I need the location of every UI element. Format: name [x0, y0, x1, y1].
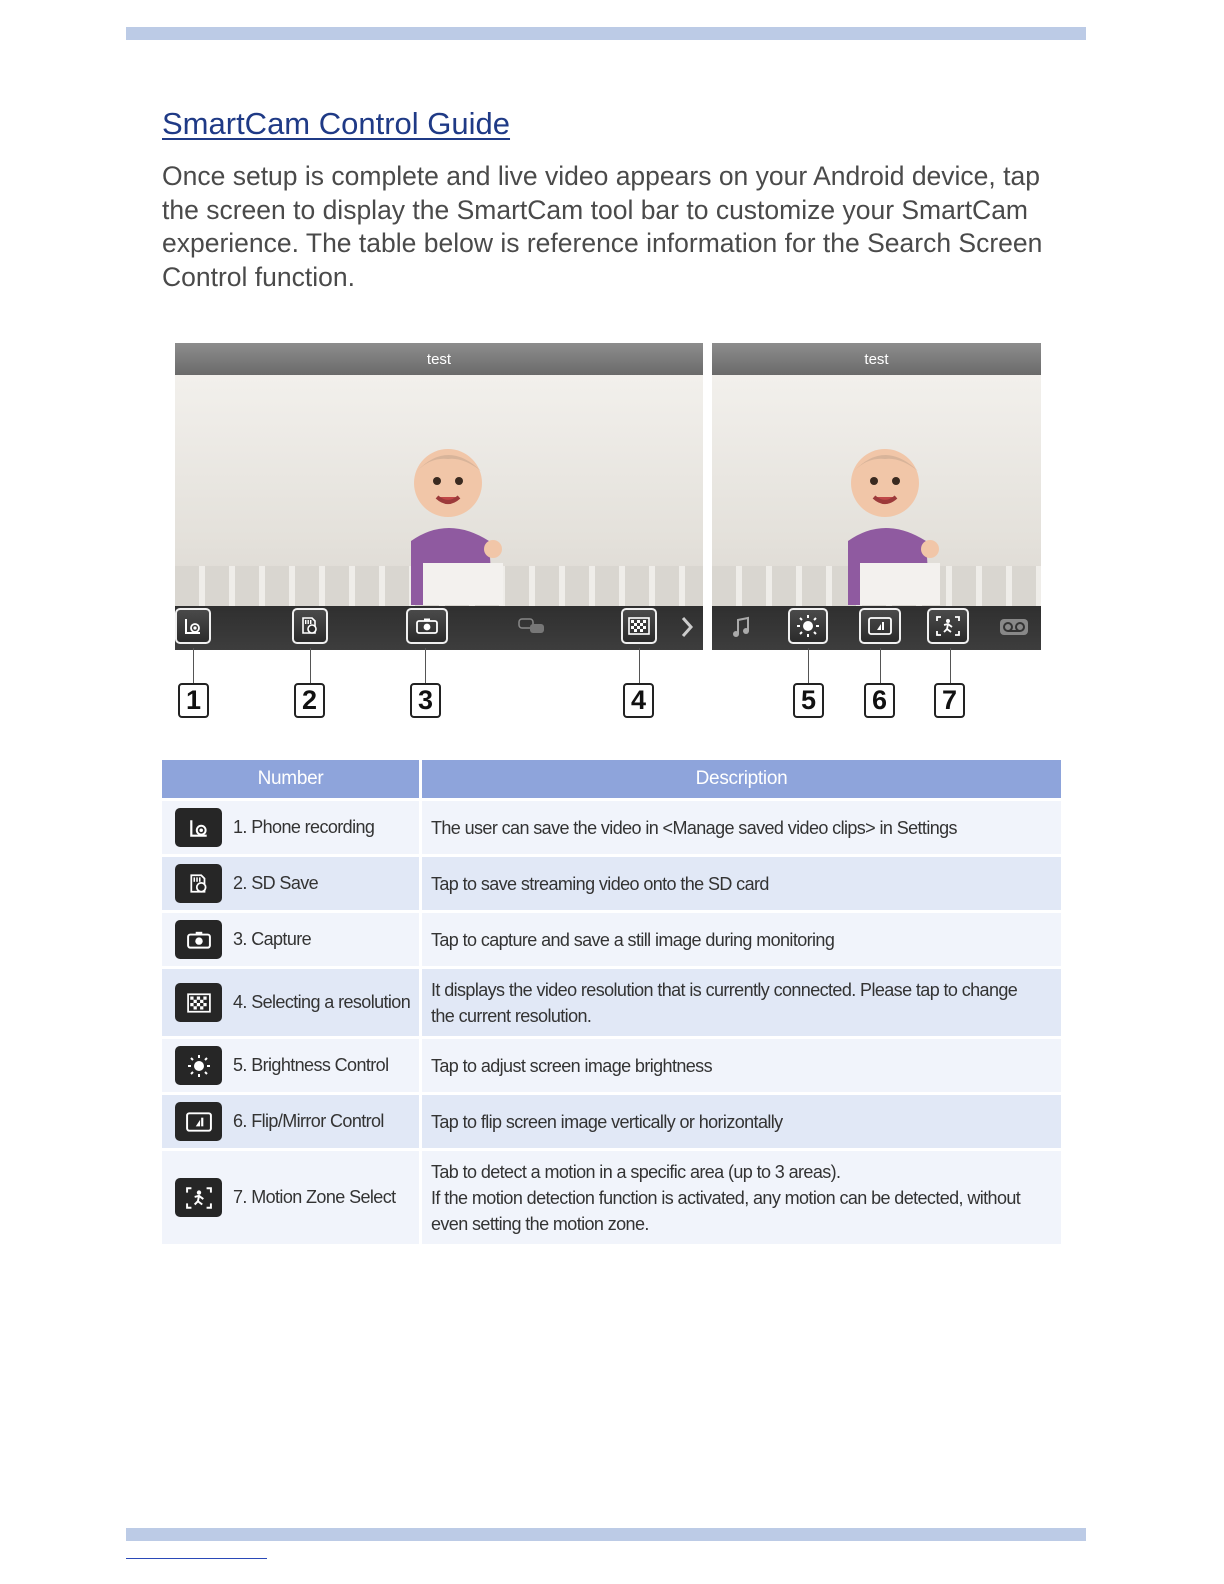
- sd-save-icon: [175, 864, 222, 903]
- column-header-description: Description: [422, 760, 1061, 798]
- baby-image: [393, 445, 513, 605]
- top-band: [126, 27, 1086, 40]
- callout-leader: [639, 648, 640, 683]
- callout-number: 5: [793, 683, 824, 718]
- callout-leader: [310, 648, 311, 683]
- chevron-right-icon: [680, 616, 694, 638]
- sd-save-icon: [300, 616, 320, 636]
- phone-recording-icon: [183, 617, 203, 635]
- column-header-number: Number: [162, 760, 422, 798]
- row-number-label: 7. Motion Zone Select: [233, 1187, 396, 1207]
- flip-mirror-button[interactable]: [859, 608, 901, 644]
- table-row: [162, 966, 1061, 1036]
- right-screen-title: test: [712, 343, 1041, 375]
- row-description: Tap to adjust screen image brightness: [422, 1036, 1061, 1092]
- resolution-button[interactable]: [621, 608, 657, 644]
- right-screen-screenshot: [712, 343, 1041, 650]
- row-description: Tap to flip screen image vertically or horizontally: [422, 1092, 1061, 1148]
- row-description: Tab to detect a motion in a specific area (up to 3 areas). If the motion detection function is activated, any motion can be detected, without even setting the motion zone.: [422, 1148, 1061, 1244]
- voicemail-button[interactable]: [997, 614, 1031, 640]
- brightness-icon: [797, 615, 819, 637]
- row-description: Tap to capture and save a still image during monitoring: [422, 910, 1061, 966]
- flip-mirror-icon: [868, 617, 892, 635]
- intro-paragraph: Once setup is complete and live video appears on your Android device, tap the screen to display the SmartCam tool bar to customize your SmartCam experience. The table below is reference information for the Search Screen Control function.: [162, 161, 1043, 292]
- camera-capture-icon: [416, 618, 438, 634]
- camera-capture-icon: [175, 920, 222, 959]
- table-header-row: [162, 760, 1061, 798]
- table-row: [162, 910, 1061, 966]
- callout-leader: [880, 648, 881, 683]
- row-description: It displays the video resolution that is currently connected. Please tap to change the current resolution.: [422, 966, 1061, 1036]
- voicemail-icon: [999, 617, 1029, 637]
- row-description: The user can save the video in <Manage saved video clips> in Settings: [422, 798, 1061, 854]
- row-number-label: 2. SD Save: [233, 873, 319, 893]
- row-description: Tap to save streaming video onto the SD card: [422, 854, 1061, 910]
- callout-number: 2: [294, 683, 325, 718]
- next-toolbar-button[interactable]: [675, 614, 699, 640]
- phone-recording-icon: [175, 808, 222, 847]
- callout-number: 4: [623, 683, 654, 718]
- lullaby-button[interactable]: [726, 614, 756, 640]
- callout-number: 3: [410, 683, 441, 718]
- callout-leader: [193, 648, 194, 683]
- table-row: [162, 854, 1061, 910]
- control-reference-table: [162, 760, 1061, 1244]
- phone-recording-button[interactable]: [175, 608, 211, 644]
- motion-zone-button[interactable]: [927, 608, 969, 644]
- row-number-label: 3. Capture: [233, 929, 312, 949]
- table-row: [162, 1036, 1061, 1092]
- chat-bubbles-icon: [518, 617, 548, 637]
- row-number-label: 4. Selecting a resolution: [233, 992, 411, 1012]
- callout-leader: [425, 648, 426, 683]
- footer-rule: [126, 1558, 267, 1559]
- sd-save-button[interactable]: [292, 608, 328, 644]
- left-screen-screenshot: [175, 343, 703, 650]
- row-number-label: 6. Flip/Mirror Control: [233, 1111, 384, 1131]
- motion-zone-icon: [175, 1178, 222, 1217]
- music-note-icon: [731, 616, 751, 638]
- right-toolbar: [712, 606, 1041, 650]
- row-number-label: 1. Phone recording: [233, 817, 375, 837]
- callout-number: 7: [934, 683, 965, 718]
- brightness-button[interactable]: [788, 608, 828, 644]
- live-video-scene: [175, 375, 703, 606]
- left-screen-title: test: [175, 343, 703, 375]
- live-video-scene: [712, 375, 1041, 606]
- brightness-icon: [175, 1046, 222, 1085]
- row-number-label: 5. Brightness Control: [233, 1055, 389, 1075]
- bottom-band: [126, 1528, 1086, 1541]
- table-row: [162, 798, 1061, 854]
- resolution-icon: [628, 617, 650, 635]
- callout-number: 1: [178, 683, 209, 718]
- baby-image: [830, 445, 950, 605]
- motion-zone-icon: [936, 616, 960, 636]
- flip-mirror-icon: [175, 1102, 222, 1141]
- callout-leader: [808, 648, 809, 683]
- table-row: [162, 1092, 1061, 1148]
- callout-leader: [950, 648, 951, 683]
- resolution-icon: [175, 983, 222, 1022]
- page-title: SmartCam Control Guide: [162, 106, 511, 141]
- capture-button[interactable]: [406, 608, 448, 644]
- callout-number: 6: [864, 683, 895, 718]
- table-row: [162, 1148, 1061, 1244]
- left-toolbar: [175, 606, 703, 650]
- talk-button[interactable]: [518, 614, 548, 640]
